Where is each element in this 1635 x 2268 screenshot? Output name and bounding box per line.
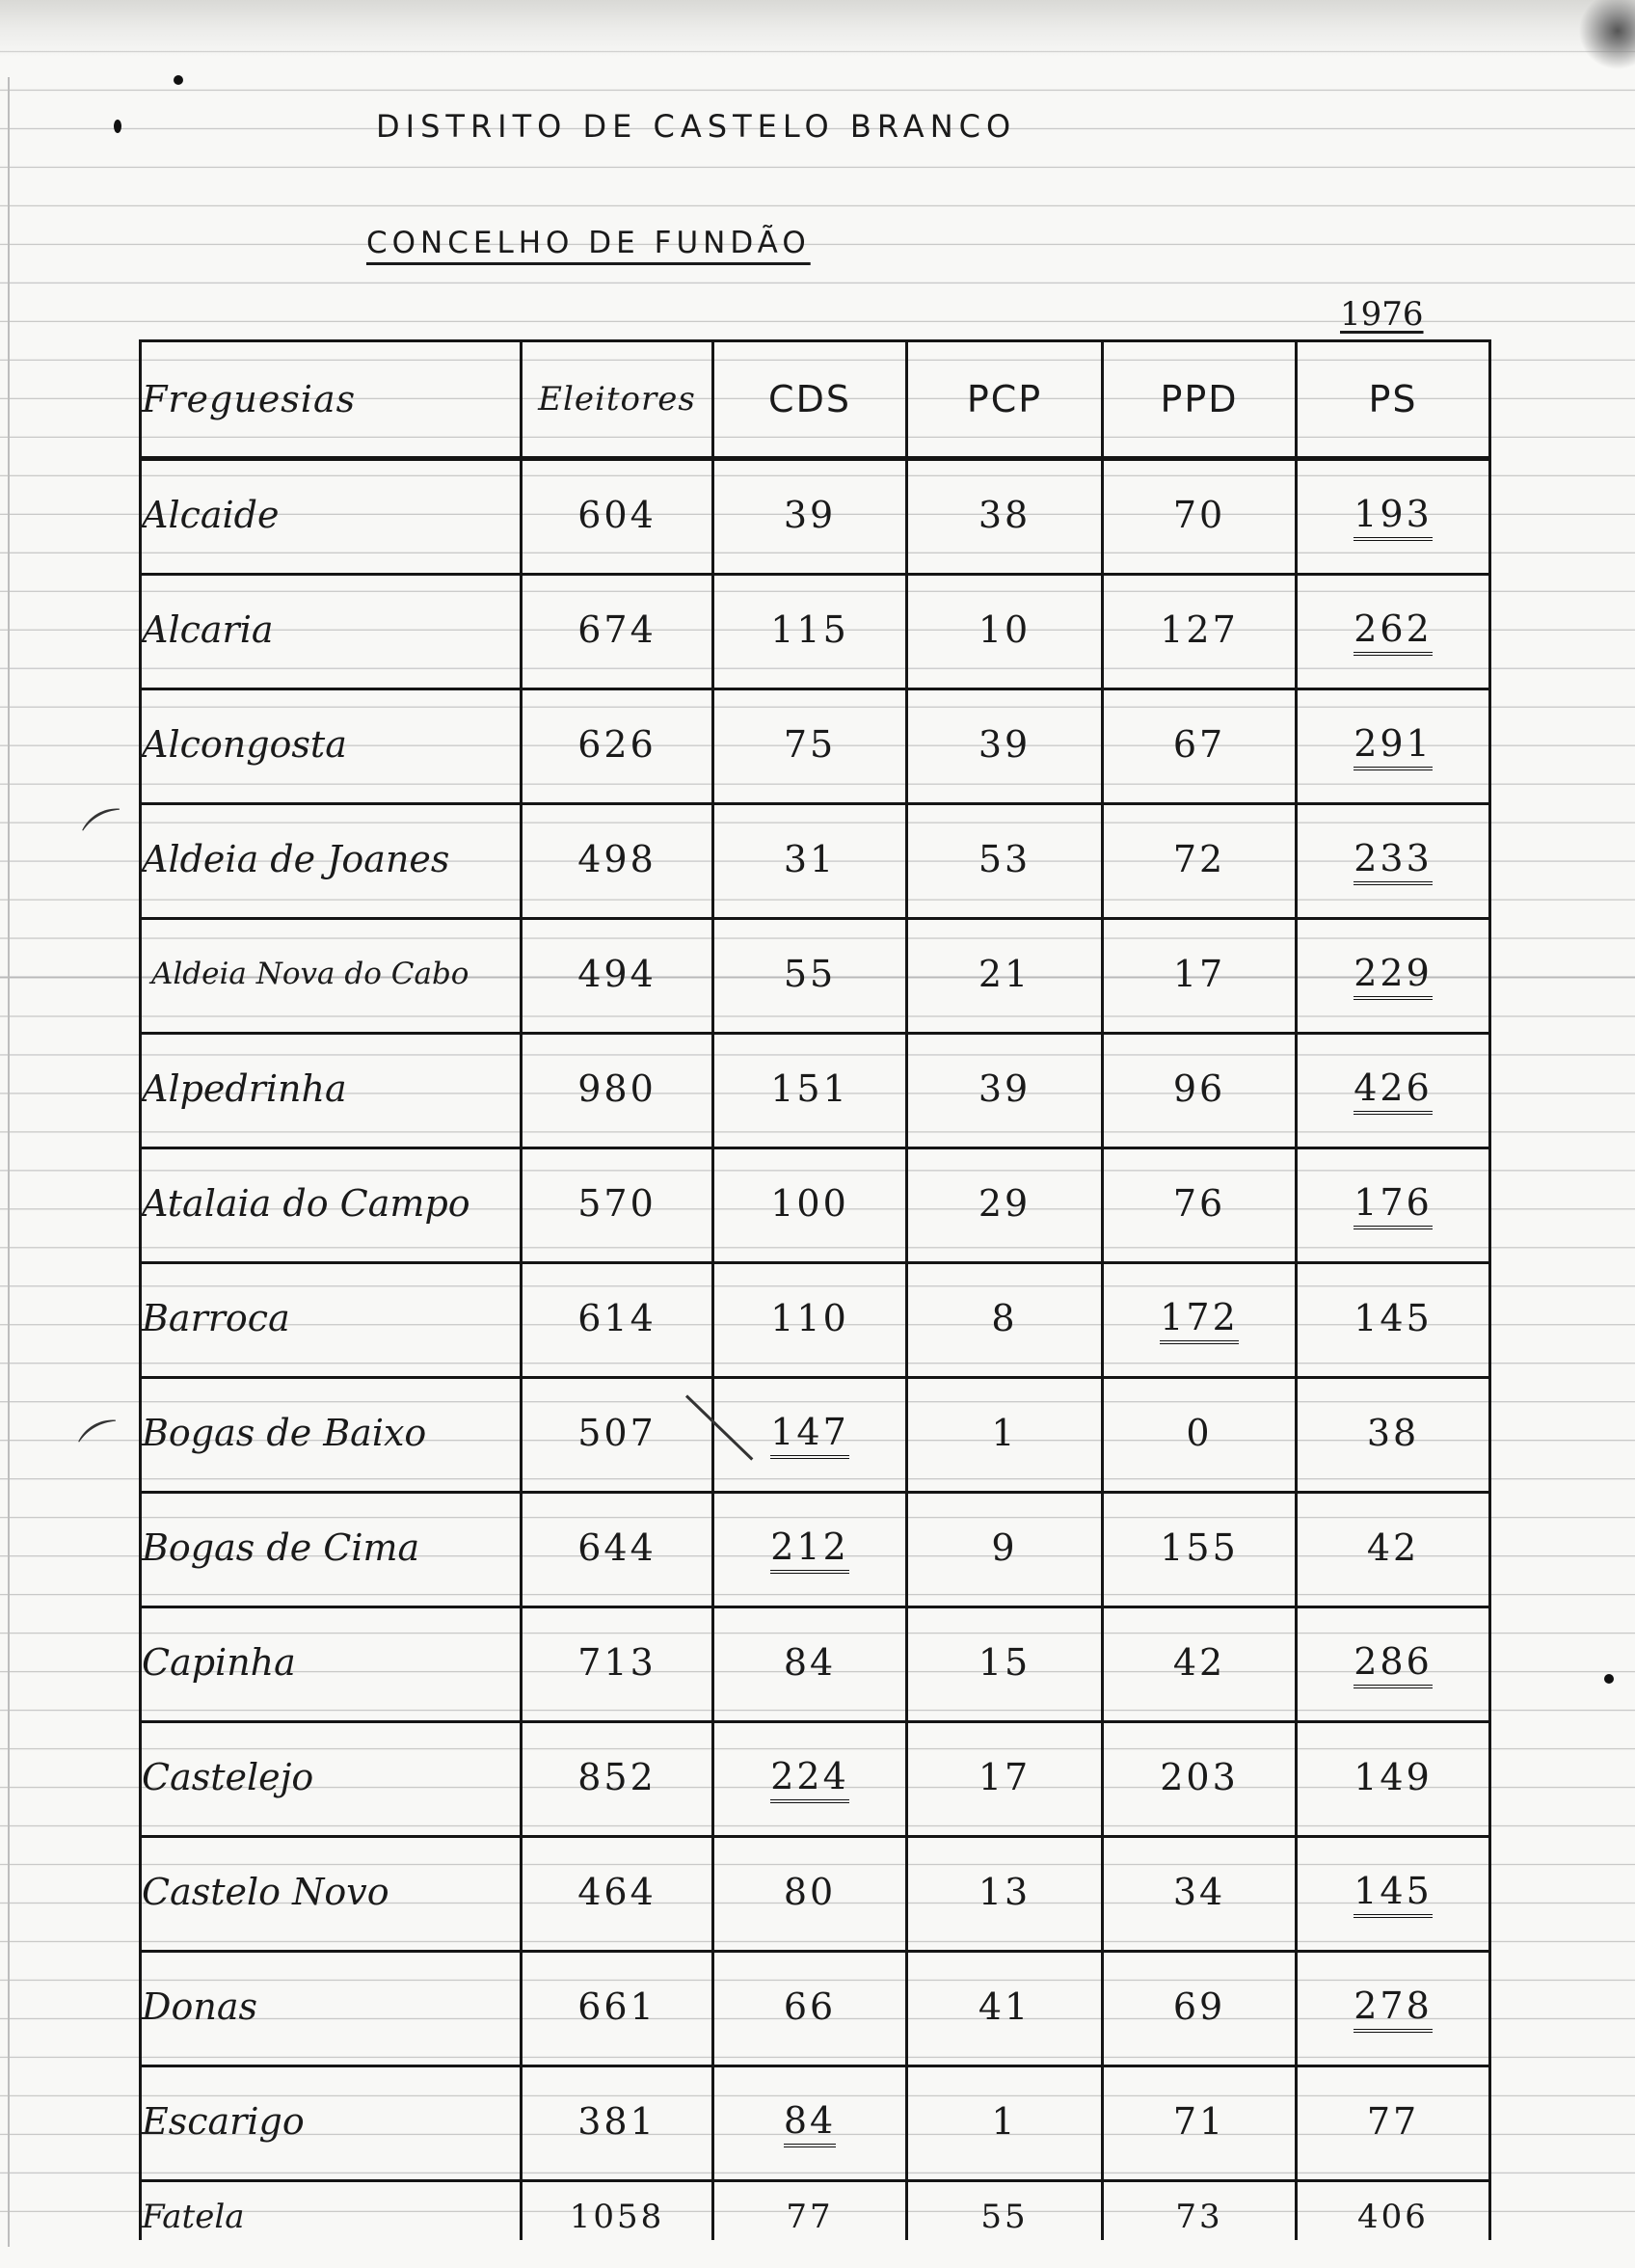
page-margin-line: [8, 77, 10, 2247]
ppd-cell: [1103, 459, 1297, 575]
eleitores-cell: [522, 1837, 713, 1952]
table-row: [141, 1952, 1490, 2066]
ppd-value: 70: [1172, 494, 1226, 536]
eleitores-cell: [522, 1148, 713, 1263]
ppd-cell: [1103, 689, 1297, 804]
table-row: [141, 1493, 1490, 1607]
ps-value: 77: [1366, 2100, 1420, 2143]
cds-cell: [713, 1952, 907, 2066]
table-row: [141, 919, 1490, 1034]
cds-cell: [713, 575, 907, 689]
freguesia-name: Fatela: [142, 2198, 245, 2236]
freguesia-name: Alpedrinha: [142, 1067, 347, 1110]
table-row: [141, 1148, 1490, 1263]
eleitores-value: 661: [577, 1985, 657, 2028]
cds-cell: [713, 1148, 907, 1263]
freguesia-name: Aldeia Nova do Cabo: [151, 957, 469, 991]
table-row: [141, 2066, 1490, 2181]
pcp-cell: [907, 1952, 1103, 2066]
freguesia-name: Bogas de Baixo: [142, 1412, 427, 1454]
ps-value: 38: [1366, 1412, 1420, 1454]
ppd-value: 127: [1160, 608, 1239, 651]
cds-value: 147: [770, 1411, 849, 1459]
freguesia-name-cell: [141, 919, 522, 1034]
ps-value: 149: [1354, 1756, 1433, 1798]
ps-value: 42: [1366, 1526, 1420, 1569]
freguesia-name-cell: [141, 2066, 522, 2181]
eleitores-value: 498: [577, 838, 657, 880]
ps-value: 278: [1354, 1984, 1433, 2033]
cds-value: 212: [770, 1526, 849, 1574]
pcp-cell: [907, 575, 1103, 689]
freguesia-name-cell: [141, 1034, 522, 1148]
eleitores-value: 644: [577, 1526, 657, 1569]
ppd-cell: [1103, 1837, 1297, 1952]
ppd-value: 17: [1172, 953, 1226, 995]
ps-cell: [1297, 1837, 1490, 1952]
cds-cell: [713, 1607, 907, 1722]
ps-cell: [1297, 2066, 1490, 2181]
eleitores-value: 1058: [569, 2198, 665, 2236]
election-results-table: [139, 339, 1491, 2240]
pcp-value: 17: [978, 1756, 1032, 1798]
pcp-cell: [907, 1378, 1103, 1493]
cds-value: 75: [783, 723, 837, 766]
header-ps: PS: [1297, 341, 1490, 459]
ps-value: 176: [1354, 1181, 1433, 1229]
pcp-cell: [907, 2181, 1103, 2241]
eleitores-value: 494: [577, 953, 657, 995]
freguesia-name: Bogas de Cima: [142, 1526, 420, 1569]
ppd-value: 72: [1172, 838, 1226, 880]
table-row: [141, 689, 1490, 804]
ps-value: 145: [1354, 1870, 1433, 1918]
freguesia-name-cell: [141, 459, 522, 575]
eleitores-value: 980: [577, 1067, 657, 1110]
table-row: [141, 1722, 1490, 1837]
table-row: [141, 804, 1490, 919]
scan-bottom-edge: [0, 2247, 1635, 2268]
table-row: [141, 1034, 1490, 1148]
header-eleitores: Eleitores: [522, 341, 713, 459]
cds-value: 31: [783, 838, 837, 880]
pencil-bracket-mark: ⌒: [72, 1410, 137, 1478]
freguesia-name-cell: [141, 1263, 522, 1378]
scan-corner-smudge: [1577, 0, 1635, 77]
ps-cell: [1297, 459, 1490, 575]
ink-dot: [174, 75, 183, 85]
ppd-cell: [1103, 575, 1297, 689]
freguesia-name: Alcaide: [142, 494, 280, 536]
year-label: 1976: [1340, 295, 1424, 334]
ps-cell: [1297, 1148, 1490, 1263]
table-row: [141, 459, 1490, 575]
ppd-value: 76: [1172, 1182, 1226, 1225]
cds-cell: [713, 804, 907, 919]
eleitores-value: 604: [577, 494, 657, 536]
cds-cell: [713, 689, 907, 804]
ppd-cell: [1103, 919, 1297, 1034]
cds-value: 77: [786, 2198, 834, 2236]
freguesia-name-cell: [141, 1722, 522, 1837]
cds-value: 151: [770, 1067, 849, 1110]
pcp-cell: [907, 1607, 1103, 1722]
cds-cell: [713, 1378, 907, 1493]
ppd-value: 0: [1186, 1412, 1213, 1454]
eleitores-cell: [522, 689, 713, 804]
eleitores-value: 464: [577, 1871, 657, 1913]
ppd-value: 42: [1172, 1641, 1226, 1684]
freguesia-name-cell: [141, 575, 522, 689]
cds-value: 115: [770, 608, 849, 651]
pcp-cell: [907, 919, 1103, 1034]
ps-value: 229: [1354, 952, 1433, 1000]
pcp-value: 13: [978, 1871, 1032, 1913]
ppd-value: 96: [1172, 1067, 1226, 1110]
ps-cell: [1297, 1034, 1490, 1148]
table-row: [141, 1837, 1490, 1952]
freguesia-name-cell: [141, 804, 522, 919]
ppd-cell: [1103, 1148, 1297, 1263]
pcp-value: 41: [978, 1985, 1032, 2028]
eleitores-value: 381: [577, 2100, 657, 2143]
cds-cell: [713, 919, 907, 1034]
cds-cell: [713, 1837, 907, 1952]
ps-cell: [1297, 919, 1490, 1034]
eleitores-cell: [522, 575, 713, 689]
ps-value: 426: [1354, 1066, 1433, 1115]
pcp-value: 53: [978, 838, 1032, 880]
pcp-value: 1: [991, 1412, 1018, 1454]
freguesia-name: Donas: [142, 1985, 257, 2028]
cds-cell: [713, 2066, 907, 2181]
pencil-bracket-mark: ⌒: [76, 798, 141, 867]
ps-cell: [1297, 1378, 1490, 1493]
ps-cell: [1297, 1607, 1490, 1722]
eleitores-value: 570: [577, 1182, 657, 1225]
cds-value: 55: [783, 953, 837, 995]
ppd-cell: [1103, 1607, 1297, 1722]
eleitores-value: 507: [577, 1412, 657, 1454]
pcp-cell: [907, 1034, 1103, 1148]
table-header-row: [141, 341, 1490, 459]
freguesia-name-cell: [141, 689, 522, 804]
eleitores-value: 852: [577, 1756, 657, 1798]
pcp-value: 39: [978, 723, 1032, 766]
ppd-cell: [1103, 1952, 1297, 2066]
eleitores-cell: [522, 459, 713, 575]
ps-cell: [1297, 2181, 1490, 2241]
freguesia-name: Alcaria: [142, 608, 274, 651]
cds-cell: [713, 459, 907, 575]
municipality-title: CONCELHO DE FUNDÃO: [366, 226, 811, 260]
district-title: DISTRITO DE CASTELO BRANCO: [376, 108, 1017, 145]
ppd-cell: [1103, 2181, 1297, 2241]
pcp-value: 55: [980, 2198, 1029, 2236]
cds-value: 110: [770, 1297, 849, 1339]
header-freguesias: Freguesias: [141, 341, 522, 459]
freguesia-name-cell: [141, 1837, 522, 1952]
freguesia-name: Barroca: [142, 1297, 290, 1339]
ps-value: 286: [1354, 1640, 1433, 1688]
ppd-value: 172: [1160, 1296, 1239, 1344]
cds-cell: [713, 1034, 907, 1148]
ps-value: 262: [1354, 608, 1433, 656]
cds-cell: [713, 2181, 907, 2241]
ink-mark: [114, 120, 121, 133]
table-row: [141, 575, 1490, 689]
freguesia-name-cell: [141, 1952, 522, 2066]
cds-value: 66: [783, 1985, 837, 2028]
freguesia-name: Aldeia de Joanes: [142, 838, 450, 880]
pcp-cell: [907, 1263, 1103, 1378]
eleitores-cell: [522, 1722, 713, 1837]
ppd-value: 71: [1172, 2100, 1226, 2143]
pcp-cell: [907, 689, 1103, 804]
pcp-cell: [907, 459, 1103, 575]
eleitores-cell: [522, 1952, 713, 2066]
freguesia-name: Castelo Novo: [142, 1871, 389, 1913]
ps-cell: [1297, 1493, 1490, 1607]
ps-value: 233: [1354, 837, 1433, 885]
ps-value: 406: [1357, 2198, 1429, 2236]
pcp-cell: [907, 1148, 1103, 1263]
ppd-value: 203: [1160, 1756, 1239, 1798]
ppd-cell: [1103, 1493, 1297, 1607]
ps-cell: [1297, 1722, 1490, 1837]
ps-value: 291: [1354, 722, 1433, 770]
eleitores-value: 713: [577, 1641, 657, 1684]
ps-cell: [1297, 575, 1490, 689]
freguesia-name: Atalaia do Campo: [142, 1182, 470, 1225]
eleitores-cell: [522, 1378, 713, 1493]
freguesia-name: Alcongosta: [142, 723, 347, 766]
table-row: [141, 2181, 1490, 2241]
pcp-cell: [907, 1837, 1103, 1952]
eleitores-cell: [522, 1263, 713, 1378]
ps-cell: [1297, 689, 1490, 804]
freguesia-name-cell: [141, 2181, 522, 2241]
cds-value: 224: [770, 1755, 849, 1803]
cds-value: 100: [770, 1182, 849, 1225]
pcp-value: 29: [978, 1182, 1032, 1225]
ppd-cell: [1103, 1722, 1297, 1837]
ps-value: 193: [1354, 493, 1433, 541]
ppd-value: 67: [1172, 723, 1226, 766]
eleitores-cell: [522, 1034, 713, 1148]
freguesia-name-cell: [141, 1148, 522, 1263]
eleitores-value: 626: [577, 723, 657, 766]
freguesia-name-cell: [141, 1607, 522, 1722]
table-body: [141, 459, 1490, 2241]
pcp-value: 38: [978, 494, 1032, 536]
cds-value: 84: [784, 2099, 836, 2147]
eleitores-cell: [522, 1493, 713, 1607]
ppd-cell: [1103, 2066, 1297, 2181]
ppd-cell: [1103, 1378, 1297, 1493]
eleitores-cell: [522, 2181, 713, 2241]
pcp-value: 21: [978, 953, 1032, 995]
pcp-value: 9: [991, 1526, 1018, 1569]
ppd-cell: [1103, 1034, 1297, 1148]
eleitores-value: 674: [577, 608, 657, 651]
pcp-cell: [907, 2066, 1103, 2181]
cds-value: 84: [783, 1641, 837, 1684]
ps-cell: [1297, 1263, 1490, 1378]
pcp-value: 8: [991, 1297, 1018, 1339]
ppd-cell: [1103, 804, 1297, 919]
header-pcp: PCP: [907, 341, 1103, 459]
eleitores-cell: [522, 1607, 713, 1722]
scan-top-edge: [0, 0, 1635, 58]
cds-cell: [713, 1263, 907, 1378]
pcp-cell: [907, 1722, 1103, 1837]
ppd-value: 73: [1175, 2198, 1223, 2236]
pcp-cell: [907, 1493, 1103, 1607]
ps-value: 145: [1354, 1297, 1433, 1339]
table-row: [141, 1607, 1490, 1722]
pcp-value: 39: [978, 1067, 1032, 1110]
pcp-cell: [907, 804, 1103, 919]
cds-cell: [713, 1722, 907, 1837]
freguesia-name: Capinha: [142, 1641, 296, 1684]
ppd-value: 69: [1172, 1985, 1226, 2028]
freguesia-name-cell: [141, 1493, 522, 1607]
cds-value: 39: [783, 494, 837, 536]
table-row: [141, 1378, 1490, 1493]
eleitores-cell: [522, 2066, 713, 2181]
eleitores-value: 614: [577, 1297, 657, 1339]
ps-cell: [1297, 804, 1490, 919]
pcp-value: 1: [991, 2100, 1018, 2143]
ink-dot: [1604, 1674, 1614, 1684]
header-cds: CDS: [713, 341, 907, 459]
ppd-cell: [1103, 1263, 1297, 1378]
cds-cell: [713, 1493, 907, 1607]
ppd-value: 34: [1172, 1871, 1226, 1913]
freguesia-name-cell: [141, 1378, 522, 1493]
cds-value: 80: [783, 1871, 837, 1913]
eleitores-cell: [522, 919, 713, 1034]
eleitores-cell: [522, 804, 713, 919]
ppd-value: 155: [1160, 1526, 1239, 1569]
header-ppd: PPD: [1103, 341, 1297, 459]
freguesia-name: Castelejo: [142, 1756, 314, 1798]
pcp-value: 10: [978, 608, 1032, 651]
table-row: [141, 1263, 1490, 1378]
pcp-value: 15: [978, 1641, 1032, 1684]
ps-cell: [1297, 1952, 1490, 2066]
freguesia-name: Escarigo: [142, 2100, 305, 2143]
